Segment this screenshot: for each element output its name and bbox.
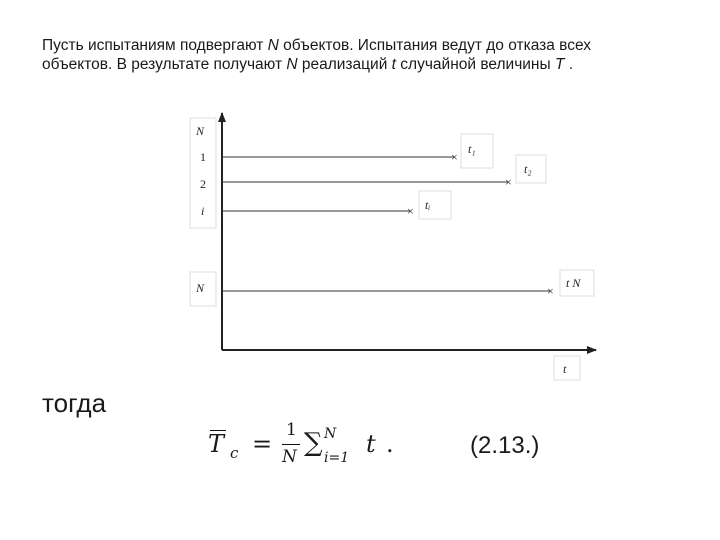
formula-lhs-subscript: c — [230, 444, 239, 462]
row-label-i: i — [201, 204, 205, 218]
intro-text: объектов. Испытания ведут до отказа всех — [278, 37, 592, 54]
intro-var-t: t — [391, 56, 396, 73]
y-axis-label: N — [196, 124, 205, 138]
equation-number: (2.13.) — [470, 432, 540, 459]
sum-sign: ∑ — [304, 428, 323, 458]
time-label-1: t₁ — [468, 142, 476, 156]
fraction-bar — [282, 444, 300, 445]
time-label-n: t N — [566, 276, 581, 290]
time-label-box-i — [419, 191, 451, 219]
failure-mark-n: × — [547, 284, 554, 298]
overline — [210, 430, 226, 431]
intro-text: реализаций — [297, 56, 392, 73]
formula-lhs: T — [208, 430, 225, 458]
togda-word: тогда — [42, 388, 107, 418]
intro-var-n: N — [267, 37, 279, 54]
failure-mark-1: × — [451, 150, 458, 164]
sum-upper-limit: N — [324, 426, 337, 442]
intro-text: . — [564, 56, 574, 73]
failure-mark-i: × — [407, 204, 414, 218]
sum-lower-limit: i=1 — [324, 450, 350, 466]
x-label-box — [554, 356, 580, 380]
formula-period: . — [386, 430, 394, 458]
row-label-2: 2 — [200, 177, 206, 191]
intro-var-n: N — [286, 56, 298, 73]
intro-var-big-t: T — [554, 56, 565, 73]
time-label-i: tᵢ — [425, 198, 431, 212]
fraction-denominator: N — [282, 447, 297, 467]
row-label-1: 1 — [200, 150, 206, 164]
x-axis-label: t — [563, 362, 567, 376]
time-label-box-1 — [461, 134, 493, 168]
mean-time-formula — [208, 422, 568, 478]
intro-text: объектов. В результате получают — [42, 56, 287, 73]
intro-text: случайной величины — [395, 56, 555, 73]
intro-text: Пусть испытаниям подвергают — [42, 37, 268, 54]
sum-term: t — [366, 430, 376, 458]
time-label-2: t₂ — [524, 162, 532, 176]
row-label-n: N — [196, 281, 205, 295]
failure-mark-2: × — [505, 175, 512, 189]
formula-equals: = — [252, 430, 273, 458]
fraction-numerator: 1 — [286, 420, 297, 440]
